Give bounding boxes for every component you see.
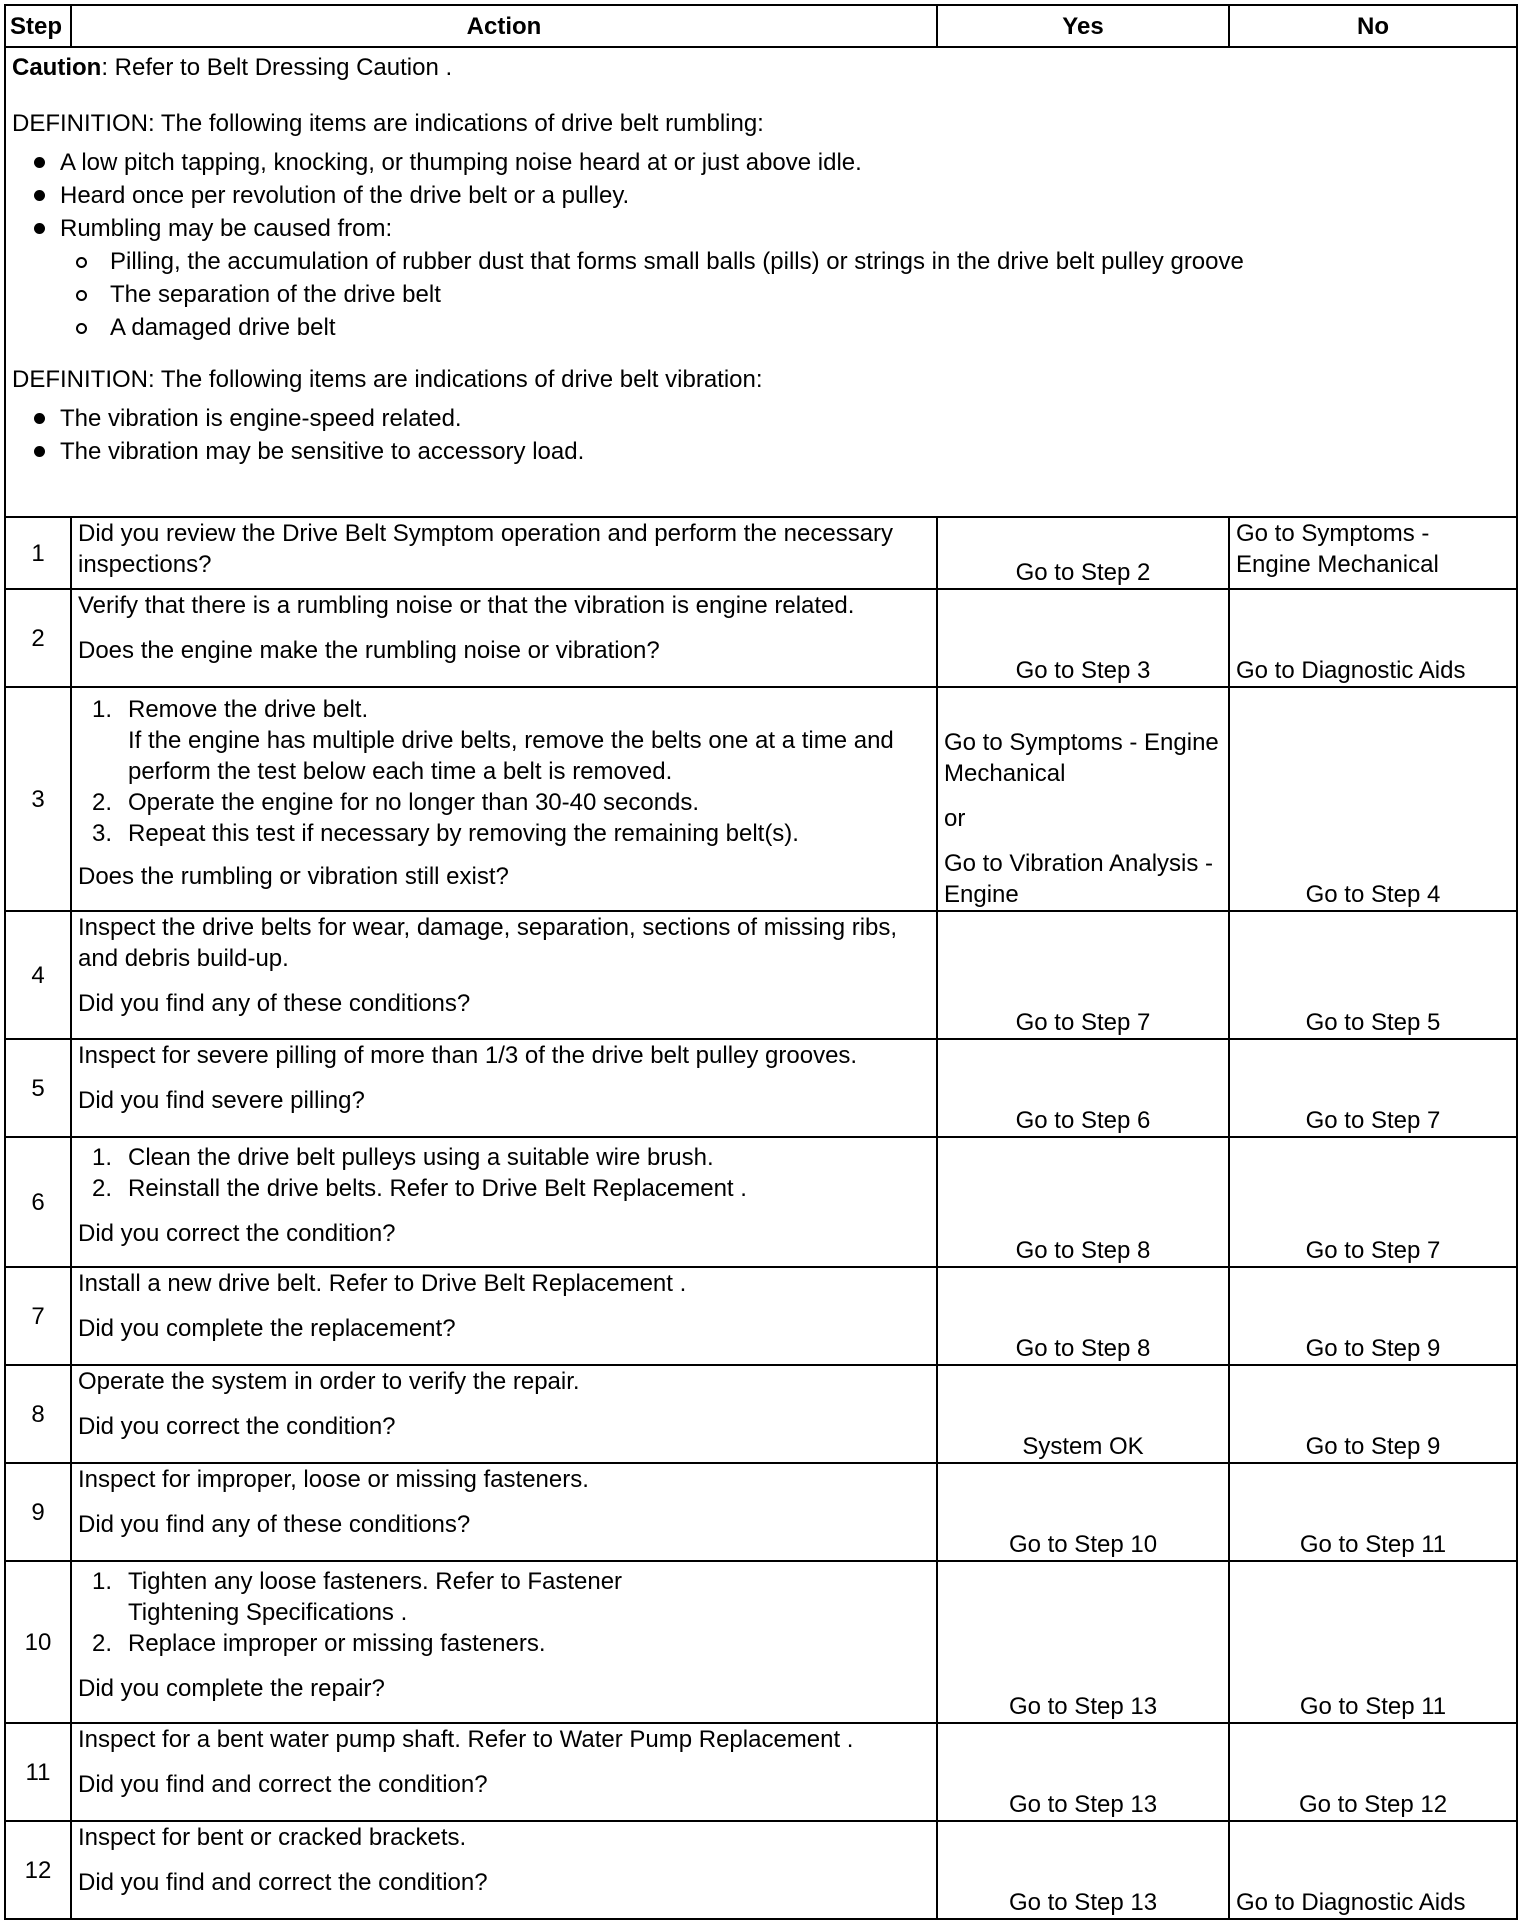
- no-cell: Go to Step 9: [1229, 1267, 1517, 1365]
- list-item: 2. Operate the engine for no longer than 30-40 seconds.: [92, 789, 700, 816]
- question: Did you find any of these conditions?: [78, 1511, 471, 1538]
- list-item: 2. Reinstall the drive belts. Refer to Drive Belt Replacement .: [92, 1175, 747, 1202]
- vibration-list: [12, 402, 1510, 468]
- action-text: Inspect for severe pilling of more than 1/3 of the drive belt pulley grooves.: [78, 1042, 858, 1069]
- action-cell: [71, 1723, 937, 1821]
- no-cell: Go to Step 7: [1229, 1039, 1517, 1137]
- question: Does the engine make the rumbling noise or vibration?: [78, 637, 660, 664]
- question: Did you complete the repair?: [78, 1675, 385, 1702]
- yes-cell: Go to Step 2: [937, 517, 1229, 589]
- header-no: No: [1229, 5, 1517, 47]
- step-row-2: [5, 589, 1517, 687]
- header-yes: Yes: [937, 5, 1229, 47]
- list-item-text: Operate the engine for no longer than 30-40 seconds.: [128, 789, 700, 816]
- list-item: The vibration is engine-speed related.: [12, 402, 1510, 435]
- action-cell: [71, 1561, 937, 1723]
- action-text: Operate the system in order to verify the repair.: [78, 1368, 580, 1395]
- list-item: 1. Tighten any loose fasteners. Refer to Fastener Tightening Specifications .: [92, 1568, 623, 1626]
- step-number: 4: [5, 911, 71, 1039]
- no-cell: Go to Step 9: [1229, 1365, 1517, 1463]
- no-cell: Go to Step 11: [1229, 1561, 1517, 1723]
- list-item-text: Repeat this test if necessary by removing the remaining belt(s).: [128, 820, 799, 847]
- sub-list-item: A damaged drive belt: [58, 311, 1510, 344]
- list-item: Heard once per revolution of the drive belt or a pulley.: [12, 179, 1510, 212]
- step-number: 1: [5, 517, 71, 589]
- yes-cell: Go to Step 3: [937, 589, 1229, 687]
- step-row-5: [5, 1039, 1517, 1137]
- step-number: 10: [5, 1561, 71, 1723]
- rumbling-causes-list: [60, 245, 1510, 344]
- list-item: A low pitch tapping, knocking, or thumping noise heard at or just above idle.: [12, 146, 1510, 179]
- intro-cell: [5, 47, 1517, 517]
- definition-vibration: DEFINITION: The following items are indications of drive belt vibration:: [12, 366, 763, 393]
- action-cell: [71, 1039, 937, 1137]
- caution-label: Caution: [12, 54, 102, 81]
- diagnostic-table-document: [4, 4, 1516, 1916]
- sub-list-item: Pilling, the accumulation of rubber dust that forms small balls (pills) or strings in the drive belt pulley groove: [58, 245, 1510, 278]
- action-text: Verify that there is a rumbling noise or that the vibration is engine related.: [78, 592, 855, 619]
- step-number: 6: [5, 1137, 71, 1267]
- action-cell: [71, 517, 937, 589]
- yes-option-1: Go to Symptoms - Engine Mechanical: [944, 729, 1219, 787]
- no-cell: Go to Diagnostic Aids: [1229, 1821, 1517, 1919]
- intro-row: [5, 47, 1517, 517]
- yes-option-2: Go to Vibration Analysis - Engine: [944, 850, 1214, 908]
- question: Did you find and correct the condition?: [78, 1869, 488, 1896]
- no-cell: Go to Symptoms - Engine Mechanical: [1229, 517, 1517, 589]
- step-3-list: [78, 694, 930, 849]
- action-text: Inspect for bent or cracked brackets.: [78, 1824, 467, 1851]
- list-item-text: Rumbling may be caused from:: [60, 215, 393, 242]
- list-item: 2. Replace improper or missing fasteners.: [92, 1630, 546, 1657]
- yes-or: or: [944, 805, 966, 832]
- list-item-text: Remove the drive belt.: [128, 696, 369, 723]
- action-text: Install a new drive belt. Refer to Drive Belt Replacement .: [78, 1270, 687, 1297]
- step-10-list: [78, 1566, 638, 1659]
- question: Did you complete the replacement?: [78, 1315, 456, 1342]
- header-row: [5, 5, 1517, 47]
- header-step: Step: [5, 5, 71, 47]
- action-text: Inspect for improper, loose or missing fasteners.: [78, 1466, 589, 1493]
- diagnostic-table: [4, 4, 1518, 1920]
- list-item-text: Clean the drive belt pulleys using a suitable wire brush.: [128, 1144, 714, 1171]
- action-cell: [71, 911, 937, 1039]
- no-cell: Go to Step 12: [1229, 1723, 1517, 1821]
- yes-cell: Go to Step 7: [937, 911, 1229, 1039]
- yes-cell: Go to Step 8: [937, 1137, 1229, 1267]
- step-row-4: [5, 911, 1517, 1039]
- no-cell: Go to Diagnostic Aids: [1229, 589, 1517, 687]
- step-number: 5: [5, 1039, 71, 1137]
- list-item: 1. Remove the drive belt. If the engine has multiple drive belts, remove the belts one at a time and perform the test below each time a belt is removed.: [92, 696, 894, 785]
- action-cell: [71, 1267, 937, 1365]
- yes-cell: Go to Step 13: [937, 1723, 1229, 1821]
- list-item-text: Tighten any loose fasteners. Refer to Fastener Tightening Specifications .: [128, 1568, 623, 1626]
- action-cell: [71, 1365, 937, 1463]
- step-number: 8: [5, 1365, 71, 1463]
- list-item-text: Replace improper or missing fasteners.: [128, 1630, 546, 1657]
- action-cell: [71, 687, 937, 911]
- action-cell: [71, 1821, 937, 1919]
- question: Does the rumbling or vibration still exist?: [78, 863, 509, 890]
- step-row-10: [5, 1561, 1517, 1723]
- question: Did you correct the condition?: [78, 1413, 396, 1440]
- step-row-7: [5, 1267, 1517, 1365]
- no-cell: Go to Step 4: [1229, 687, 1517, 911]
- step-row-1: [5, 517, 1517, 589]
- question: Did you find any of these conditions?: [78, 990, 471, 1017]
- sub-list-item: The separation of the drive belt: [58, 278, 1510, 311]
- caution-line: [12, 52, 1510, 83]
- question: Did you correct the condition?: [78, 1220, 396, 1247]
- step-number: 3: [5, 687, 71, 911]
- yes-cell: Go to Step 13: [937, 1561, 1229, 1723]
- question: Did you review the Drive Belt Symptom operation and perform the necessary inspections?: [78, 520, 894, 578]
- step-row-8: [5, 1365, 1517, 1463]
- step-row-3: [5, 687, 1517, 911]
- list-item-text: Reinstall the drive belts. Refer to Drive Belt Replacement .: [128, 1175, 747, 1202]
- no-cell: Go to Step 11: [1229, 1463, 1517, 1561]
- question: Did you find severe pilling?: [78, 1087, 365, 1114]
- rumbling-list: [12, 146, 1510, 344]
- header-action: Action: [71, 5, 937, 47]
- step-number: 9: [5, 1463, 71, 1561]
- no-cell: Go to Step 5: [1229, 911, 1517, 1039]
- yes-cell: System OK: [937, 1365, 1229, 1463]
- action-text: Inspect the drive belts for wear, damage, separation, sections of missing ribs, and debris build-up.: [78, 914, 898, 972]
- yes-cell: Go to Step 10: [937, 1463, 1229, 1561]
- yes-cell: Go to Step 6: [937, 1039, 1229, 1137]
- question: Did you find and correct the condition?: [78, 1771, 488, 1798]
- yes-cell: Go to Step 8: [937, 1267, 1229, 1365]
- list-item: The vibration may be sensitive to accessory load.: [12, 435, 1510, 468]
- definition-rumbling: DEFINITION: The following items are indications of drive belt rumbling:: [12, 110, 764, 137]
- list-item: [12, 212, 1510, 344]
- action-cell: [71, 1463, 937, 1561]
- no-cell: Go to Step 7: [1229, 1137, 1517, 1267]
- action-text: Inspect for a bent water pump shaft. Refer to Water Pump Replacement .: [78, 1726, 854, 1753]
- action-cell: [71, 589, 937, 687]
- yes-cell: Go to Step 13: [937, 1821, 1229, 1919]
- step-row-12: [5, 1821, 1517, 1919]
- step-number: 12: [5, 1821, 71, 1919]
- step-row-11: [5, 1723, 1517, 1821]
- list-item-note: If the engine has multiple drive belts, remove the belts one at a time and perform the test below each time a belt is removed.: [128, 727, 894, 785]
- list-item: 3. Repeat this test if necessary by removing the remaining belt(s).: [92, 820, 799, 847]
- step-number: 11: [5, 1723, 71, 1821]
- caution-text: : Refer to Belt Dressing Caution .: [101, 54, 453, 81]
- step-6-list: [78, 1142, 930, 1204]
- step-row-6: [5, 1137, 1517, 1267]
- action-cell: [71, 1137, 937, 1267]
- step-number: 2: [5, 589, 71, 687]
- yes-cell: [937, 687, 1229, 911]
- list-item: 1. Clean the drive belt pulleys using a suitable wire brush.: [92, 1144, 714, 1171]
- step-number: 7: [5, 1267, 71, 1365]
- step-row-9: [5, 1463, 1517, 1561]
